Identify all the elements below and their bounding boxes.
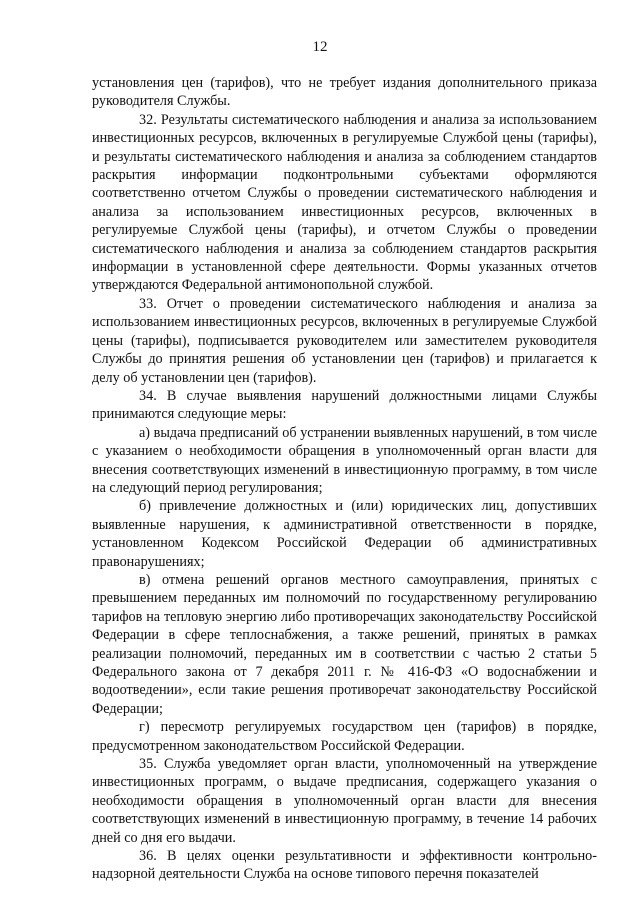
paragraph-34-v: в) отмена решений органов местного самоуправления, принятых с превышением переданных им полномочий по государственному регулированию тарифов на тепловую энергию либо противоречащих законодательству Российской Федерации в сфере теплоснабжения, а также решений, принятых в рамках реализации полномочий, переданных им в соответствии с частью 2 статьи 5 Федерального закона от 7 декабря 2011 г. № 416-ФЗ «О водоснабжении и водоотведении», если такие решения противоречат законодательству Российской Федерации; — [92, 571, 597, 717]
document-body — [92, 74, 597, 884]
paragraph-32: 32. Результаты систематического наблюдения и анализа за использованием инвестиционных ресурсов, включенных в регулируемые Службой цены (тарифы), и результаты систематического наблюдения и анализа за соблюдением стандартов раскрытия информации подконтрольными субъектами оформляются соответственно отчетом Службы о проведении систематического наблюдения и анализа за использованием инвестиционных ресурсов, включенных в регулируемые Службой цены (тарифы), и отчетом Службы о проведении систематического наблюдения и анализа за соблюдением стандартов раскрытия информации в установленной сфере деятельности. Формы указанных отчетов утверждаются Федеральной антимонопольной службой. — [92, 111, 597, 294]
paragraph-34-a: а) выдача предписаний об устранении выявленных нарушений, в том числе с указанием о необходимости обращения в уполномоченный орган власти для внесения соответствующих изменений в инвестиционную программу, в том числе на следующий период регулирования; — [92, 424, 597, 496]
page-number: 12 — [312, 39, 328, 55]
paragraph-35: 35. Служба уведомляет орган власти, уполномоченный на утверждение инвестиционных программ, о выдаче предписания, содержащего указания о необходимости обращения в уполномоченный орган власти для внесения соответствующих изменений в инвестиционную программу, в течение 14 рабочих дней со дня его выдачи. — [92, 756, 597, 846]
paragraph-36: 36. В целях оценки результативности и эффективности контрольно-надзорной деятельности Служба на основе типового перечня показателей — [92, 848, 597, 883]
paragraph-34-b: б) привлечение должностных и (или) юридических лиц, допустивших выявленные нарушения, к административной ответственности в порядке, установленном Кодексом Российской Федерации об административных правонарушениях; — [92, 498, 597, 570]
paragraph-34: 34. В случае выявления нарушений должностными лицами Службы принимаются следующие меры: — [92, 387, 597, 423]
paragraph-33: 33. Отчет о проведении систематического наблюдения и анализа за использованием инвестиционных ресурсов, включенных в регулируемые Службой цены (тарифы), подписывается руководителем или заместителем руководителя Службы до принятия решения об установлении цен (тарифов) и прилагается к делу об установлении цен (тарифов). — [92, 295, 597, 386]
paragraph-continuation: установления цен (тарифов), что не требует издания дополнительного приказа руководителя Службы. — [92, 75, 597, 110]
paragraph-34-g: г) пересмотр регулируемых государством цен (тарифов) в порядке, предусмотренном законодательством Российской Федерации. — [92, 719, 597, 754]
